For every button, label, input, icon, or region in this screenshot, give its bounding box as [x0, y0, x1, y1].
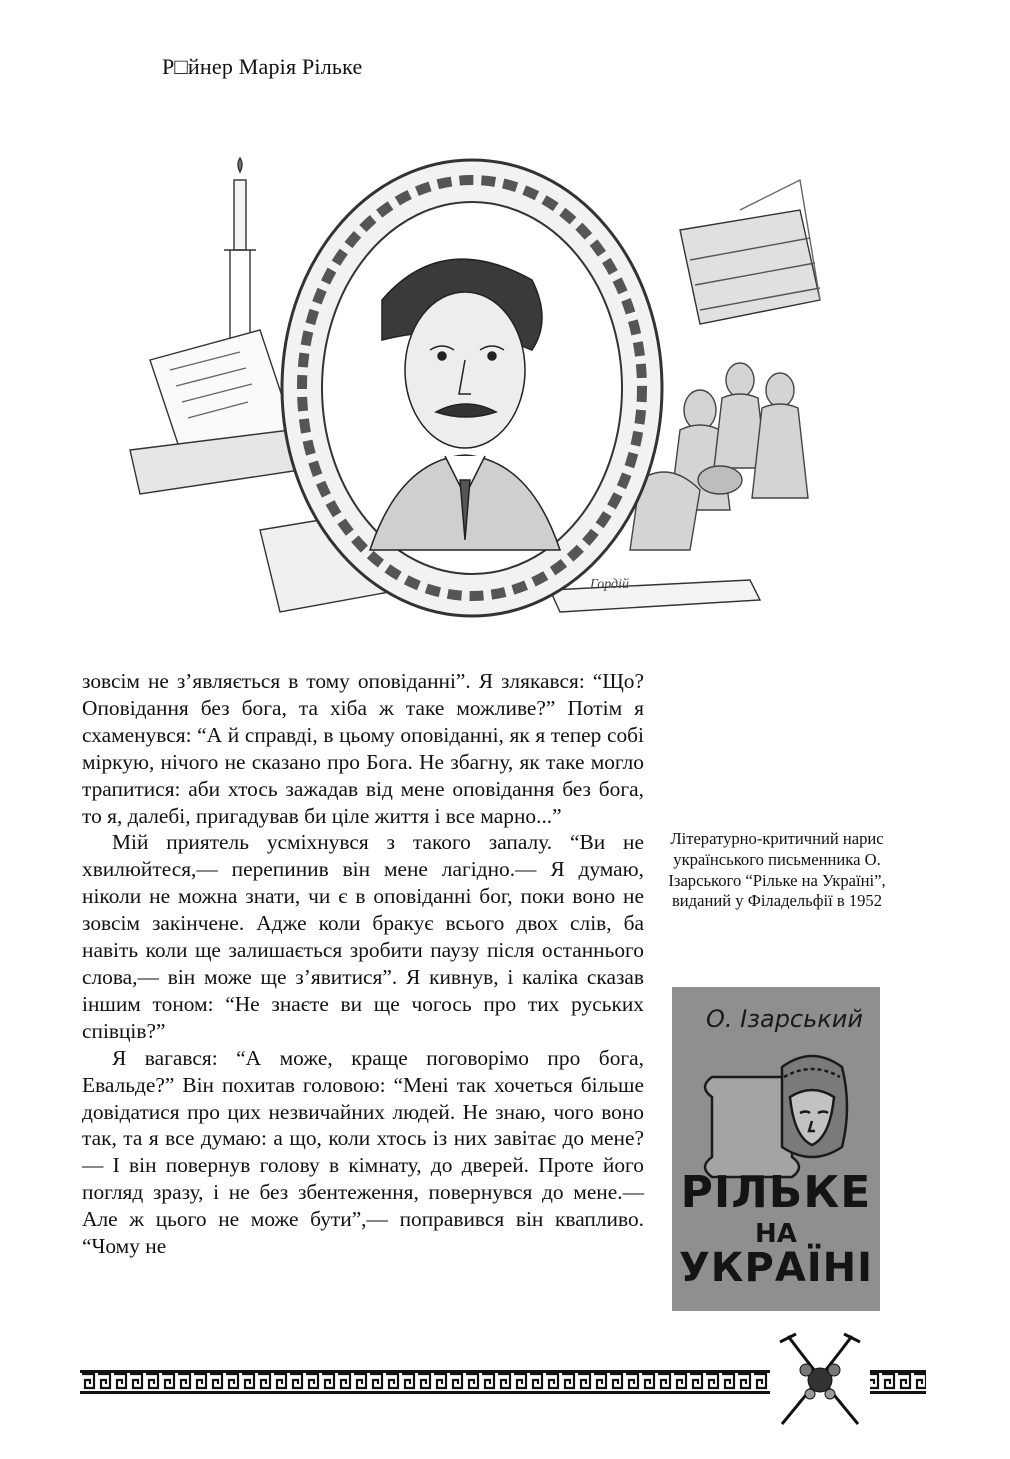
portrait-illustration: [120, 150, 840, 640]
figure-caption: Літературно-критичний нарис українського письменника О. Ізарського “Рільке на Україні”, виданий у Філадельфії в 1952: [668, 829, 886, 911]
paragraph: Мій приятель усміхнувся з такого запалу. “Ви не хвилюйтеся,— перепинив він мене лагідно.— Я думаю, ніколи не можна знати, чи є в оповіданні бог, поки воно не зовсім закінчене. Адже коли бракує всього двох слів, ба навіть коли ще залишається зробити паузу після останнього слова,— він може ще з’явитися”. Я кивнув, і каліка сказав іншим тоном: “Не знаєте ви ще чогось про тих руських співців?”: [82, 830, 644, 1043]
book-cover-image: [672, 987, 880, 1311]
cover-title-line3: УКРАЇНІ: [678, 1245, 874, 1291]
artist-signature: Гордій: [590, 577, 630, 592]
book-stack-icon: [680, 210, 820, 324]
paragraph: зовсім не з’являється в тому оповіданні”. Я злякався: “Що? Оповідання без бога, та хіба ж таке можливе?” Потім я схаменувся: “А й справді, в цьому оповіданні, як я тепер собі міркую, нічого не сказано про Бога. Не збагну, як таке могло трапитися: аби хтось зажадав від мене оповідання без бога, то я, далебі, пригадував би ціле життя і все марно...”: [82, 669, 644, 828]
cover-title-line2: НА: [755, 1219, 797, 1249]
body-text: [82, 668, 644, 1260]
crossed-sabers-icon: [770, 1328, 870, 1432]
candle-icon: [234, 180, 246, 250]
paragraph: Я вагався: “А може, краще поговорімо про бога, Евальде?” Він похитав головою: “Мені так хочеться більше довідатися про цих незвичайних людей. Не знаю, чого воно так, та я все думаю: а що, коли хтось із них завітає до мене? — І він повернув голову в кімнату, до дверей. Проте його погляд зразу, і не без збентеження, повернувся до мене.— Але ж цього не може бути”,— поправився він квапливо. “Чому не: [82, 1045, 644, 1259]
cover-title-line1: РІЛЬКЕ: [680, 1167, 872, 1218]
running-title: Р□йнер Марія Рільке: [162, 54, 363, 79]
cover-author: О. Ізарський: [706, 1005, 863, 1033]
